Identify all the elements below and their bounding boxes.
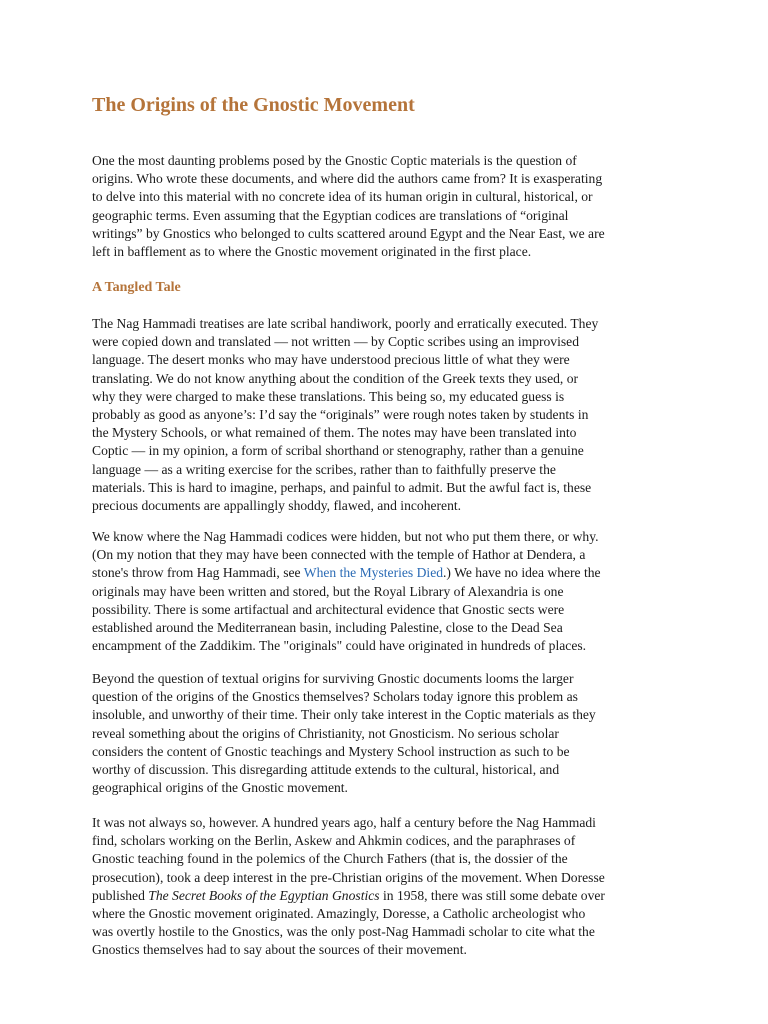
book-title: The Secret Books of the Egyptian Gnostics <box>148 887 380 903</box>
intro-paragraph <box>92 152 692 261</box>
text-line: One the most daunting problems posed by the Gnostic Coptic materials is the question of <box>92 153 577 168</box>
text-line: language — as a writing exercise for the scribes, rather than to faithfully preserve the <box>92 461 556 477</box>
text-line: question of the origins of the Gnostics themselves? Scholars today ignore this problem as <box>92 689 578 705</box>
text-line: Beyond the question of textual origins for surviving Gnostic documents looms the larger <box>92 671 574 686</box>
text-line: insoluble, and unworthy of their time. Their only take interest in the Coptic materials as they <box>92 707 596 723</box>
text-line: It was not always so, however. A hundred years ago, half a century before the Nag Hammadi <box>92 815 596 830</box>
page-title: The Origins of the Gnostic Movement <box>92 94 415 116</box>
text-line: Gnostic teaching found in the polemics of the Church Fathers (that is, the dossier of the <box>92 851 568 867</box>
when-the-mysteries-died-link[interactable]: When the Mysteries Died <box>303 565 444 581</box>
text-line: Coptic — in my opinion, a form of scribal shorthand or stenography, rather than a genuine <box>92 443 584 459</box>
text-line: materials. This is hard to imagine, perhaps, and painful to admit. But the awful fact is, these <box>92 479 592 495</box>
text-line: were copied down and translated — not written — by Coptic scribes using an improvised <box>92 334 580 350</box>
text-line: geographic terms. Even assuming that the Egyptian codices are translations of “original <box>92 207 569 223</box>
text-line: established around the Mediterranean basin, including Palestine, close to the Dead Sea <box>92 620 563 636</box>
text-fragment: .) We have no idea where the <box>443 565 601 581</box>
text-line: reveal something about the origins of Christianity, not Gnosticism. No serious scholar <box>92 725 559 741</box>
text-line: was overtly hostile to the Gnostics, was the only post-Nag Hammadi scholar to cite what the <box>92 924 595 940</box>
text-line: the Mystery Schools, or what remained of them. The notes may have been translated into <box>92 425 577 441</box>
text-line: where the Gnostic movement originated. Amazingly, Doresse, a Catholic archeologist who <box>92 906 586 922</box>
text-line: writings” by Gnostics who belonged to cults scattered around Egypt and the Near East, we are <box>92 225 605 241</box>
text-line-with-link <box>92 564 692 582</box>
text-line: worthy of discussion. This disregarding attitude extends to the cultural, historical, and <box>92 762 560 778</box>
text-fragment: in 1958, there was still some debate over <box>379 887 605 903</box>
paragraph-origins-of-gnostics <box>92 670 692 797</box>
text-line: (On my notion that they may have been connected with the temple of Hathor at Dendera, a <box>92 547 586 563</box>
text-line: encampment of the Zaddikim. The "originals" could have originated in hundreds of places. <box>92 638 587 654</box>
text-line: We know where the Nag Hammadi codices were hidden, but not who put them there, or why. <box>92 529 599 544</box>
text-line: why they were charged to make these translations. This being so, my educated guess is <box>92 388 565 404</box>
text-line: prosecution), took a deep interest in the pre-Christian origins of the movement. When Doresse <box>92 869 605 885</box>
text-line-with-book-title <box>92 887 692 905</box>
text-line: precious documents are appallingly shoddy, flawed, and incoherent. <box>92 498 462 514</box>
text-line: considers the content of Gnostic teachings and Mystery School instruction as such to be <box>92 743 570 759</box>
text-line: left in bafflement as to where the Gnostic movement originated in the first place. <box>92 244 532 260</box>
text-line: originals may have been written and stored, but the Royal Library of Alexandria is one <box>92 583 564 599</box>
text-line: find, scholars working on the Berlin, Askew and Ahkmin codices, and the paraphrases of <box>92 833 576 849</box>
text-line: possibility. There is some artifactual and architectural evidence that Gnostic sects were <box>92 601 565 617</box>
text-line: to delve into this material with no concrete idea of its human origin in cultural, historical, or <box>92 189 593 205</box>
text-fragment: published <box>92 887 149 903</box>
paragraph-scribal-handiwork <box>92 315 692 515</box>
text-line: geographical origins of the Gnostic movement. <box>92 780 348 796</box>
paragraph-hundred-years-ago <box>92 814 692 960</box>
text-fragment: stone's throw from Hag Hammadi, see <box>92 565 304 581</box>
text-line: The Nag Hammadi treatises are late scribal handiwork, poorly and erratically executed. They <box>92 316 599 331</box>
text-line: Gnostics themselves had to say about the sources of their movement. <box>92 942 467 958</box>
text-line: language. The desert monks who may have understood precious little of what they were <box>92 352 570 368</box>
text-line: probably as good as anyone’s: I’d say the “originals” were rough notes taken by students in <box>92 407 589 423</box>
text-line: origins. Who wrote these documents, and where did the authors came from? It is exasperating <box>92 171 603 187</box>
section-heading: A Tangled Tale <box>92 280 181 295</box>
paragraph-codices-hidden <box>92 528 692 655</box>
text-line: translating. We do not know anything about the condition of the Greek texts they used, or <box>92 370 579 386</box>
